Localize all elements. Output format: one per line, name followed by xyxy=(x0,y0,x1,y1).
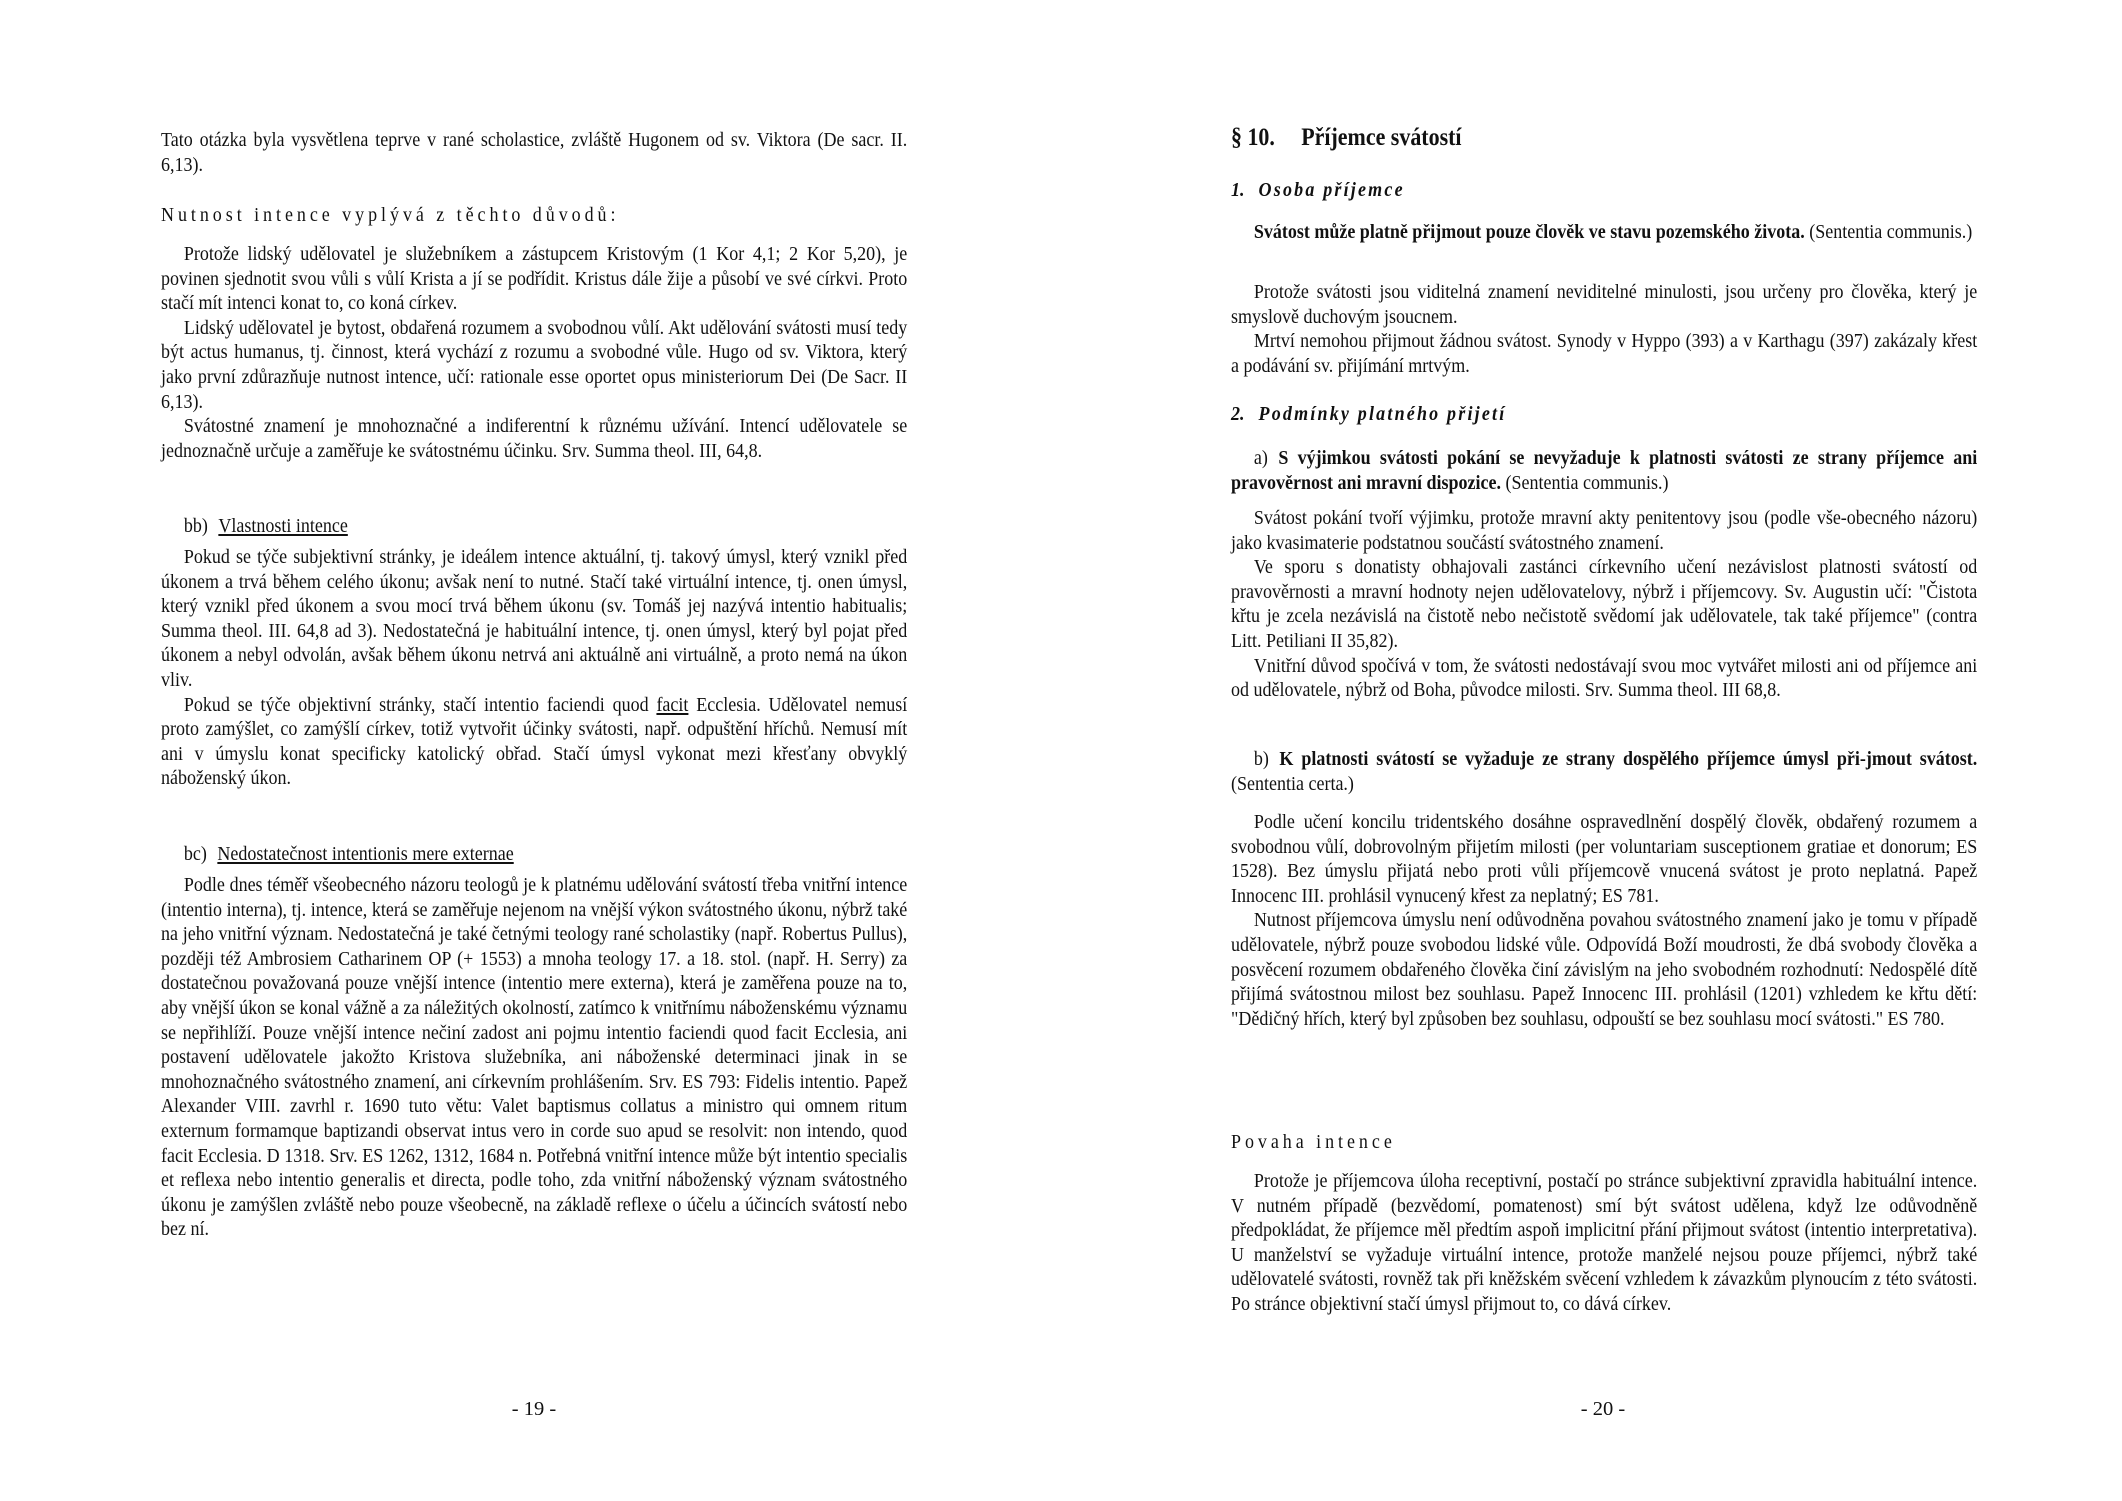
paragraph: Ve sporu s donatisty obhajovali zastánci církevního učení nezávislost platnosti svátostí od pravověrnosti a mravní hodnoty nejen udělovatelovy, nýbrž i příjemcovy. Sv. Augustin učí: "Čistota křtu je zcela nezávislá na čistotě nebo nečistotě svědomí jak udělovatele, tak také příjemce" (contra Litt. Petiliani II 35,82). xyxy=(1231,556,1978,652)
paragraph: Svátost pokání tvoří výjimku, protože mravní akty penitentovy jsou (podle vše-obecného názoru) jako kvasimaterie podstatnou součástí svátostného znamení. xyxy=(1231,507,1978,554)
subsection-title: Vlastnosti intence xyxy=(218,515,348,537)
subsection-title-text: Osoba příjemce xyxy=(1258,179,1405,201)
subsection-label: bb) xyxy=(183,515,208,537)
paragraph: Protože je příjemcova úloha receptivní, postačí po stránce subjektivní zpravidla habituální intence. V nutném případě (bezvědomí, pomatenost) smí být svátost udělena, když lze odůvodněně předpokládat, že příjemce měl předtím aspoň implicitní přání přijmout svátost (intentio interpretativa). U manželství se vyžaduje virtuální intence, protože manželé nejsou pouze příjemci, nýbrž také udělovatelé svátosti, rovněž tak při kněžském svěcení vzhledem k závazkům plynoucím z této svátosti. Po stránce objektivní stačí úmysl přijmout to, co dává církev. xyxy=(1231,1170,1978,1315)
section-heading: Nutnost intence vyplývá z těchto důvodů: xyxy=(161,204,620,226)
subsection-label: bc) xyxy=(183,843,207,865)
paragraph: Protože svátosti jsou viditelná znamení neviditelné minulosti, jsou určeny pro člověka, který je smyslově duchovým jsoucnem. xyxy=(1231,281,1978,328)
subsection-number: 1. xyxy=(1231,179,1245,201)
paragraph: Protože lidský udělovatel je služebníkem a zástupcem Kristovým (1 Kor 4,1; 2 Kor 5,20), je povinen sjednotit svou vůli s vůlí Krista a jí se podřídit. Kristus dále žije a působí ve své církvi. Proto stačí mít intenci konat to, co koná církev. xyxy=(161,243,908,315)
section-title-text: Příjemce svátostí xyxy=(1301,124,1462,151)
thesis-b xyxy=(1231,747,1977,796)
paragraph: Svátostné znamení je mnohoznačné a indiferentní k různému užívání. Intencí udělovatele se jednoznačně určuje a zaměřuje ke svátostnému účinku. Srv. Summa theol. III, 64,8. xyxy=(161,415,908,462)
subsection-title: Nedostatečnost intentionis mere externae xyxy=(217,843,514,865)
paragraph: Vnitřní důvod spočívá v tom, že svátosti nedostávají svou moc vytvářet milosti ani od příjemce ani od udělovatele, nýbrž od Boha, původce milosti. Srv. Summa theol. III 68,8. xyxy=(1231,654,1978,702)
thesis xyxy=(1231,220,1977,245)
paragraph: Podle dnes téměř všeobecného názoru teologů je k platnému udělování svátostí třeba vnitřní intence (intentio interna), tj. intence, která se zaměřuje nejenom na vnější výkon svátostného úkonu, nýbrž také na jeho vnitřní význam. Nedostatečná je také četnými teology rané scholastiky (např. Robertus Pullus), později též Ambrosiem Catharinem OP (+ 1553) a mnoha teology 17. a 18. stol. (např. H. Serry) za dostatečnou považovaná pouze vnější intence (intentio mere externa), která je zaměřena pouze na to, aby vnější úkon se konal vážně a za náležitých okolností, zatímco k vnitřnímu náboženskému významu se nepřihlíží. Pouze vnější intence nečiní zadost ani pojmu intentio faciendi quod facit Ecclesia, ani postavení udělovatele jakožto Kristova služebníka, ani náboženské determinaci jinak in se mnohoznačného svátostného znamení, ani církevním prohlášením. Srv. ES 793: Fidelis intentio. Papež Alexander VIII. zavrhl r. 1690 tuto větu: Valet baptismus collatus a ministro qui omnem ritum externum formamque baptizandi observat intus vero in corde suo apud se resolvit: non intendo, quod facit Ecclesia. D 1318. Srv. ES 1262, 1312, 1684 n. Potřebná vnitřní intence může být intentio specialis et reflexa nebo intentio generalis et directa, podle toho, zda vnitřní náboženský význam svátostného úkonu je zamýšlen zvláště nebo pouze všeobecně, na základě reflexe o účelu a účincích svátostí nebo bez ní. xyxy=(161,874,908,1241)
paragraph xyxy=(161,693,907,791)
page-number-right: - 20 - xyxy=(1580,1398,1626,1420)
thesis-bold: Svátost může platně přijmout pouze člověk ve stavu pozemského života. xyxy=(1253,221,1805,243)
subsection-number: 2. xyxy=(1231,403,1245,425)
thesis-qualification: (Sententia communis.) xyxy=(1500,471,1669,494)
thesis-a xyxy=(1231,446,1977,495)
text-span: Ecclesia. Udělovatel nemusí proto zamýšlet, co zamýšlí církev, totiž vytvořit účinky svátosti, např. odpuštění hříchů. Nemusí mít ani v úmyslu konat specificky katolický obřad. Stačí úmysl vykonat mezi křesťany obvyklý náboženský úkon. xyxy=(161,693,908,790)
thesis-bold: S výjimkou svátosti pokání se nevyžaduje k platnosti svátosti ze strany příjemce ani pravověrnost ani mravní dispozice. xyxy=(1231,447,1978,494)
section-number: § 10. xyxy=(1231,124,1275,151)
paragraph: Nutnost příjemcova úmyslu není odůvodněna povahou svátostného znamení jako je tomu v případě udělovatele, nýbrž pouze svobodou lidské vůle. Odpovídá Boží moudrosti, že dbá svobody člověka a posvěcení rozumem obdařeného člověka činí závislým na jeho svobodném rozhodnutí: Nedospělé dítě přijímá svátostnou milost bez souhlasu. Papež Innocenc III. prohlásil (1201) vzhledem ke křtu dětí: "Dědičný hřích, který byl způsoben bez souhlasu, odpouští se bez souhlasu mocí svátosti." ES 780. xyxy=(1231,909,1978,1030)
intro-paragraph: Tato otázka byla vysvětlena teprve v rané scholastice, zvláště Hugonem od sv. Viktora (De sacr. II. 6,13). xyxy=(161,129,908,176)
section-title xyxy=(1231,126,1977,151)
page-number-left: - 19 - xyxy=(511,1398,557,1420)
thesis-bold: K platnosti svátostí se vyžaduje ze strany dospělého příjemce úmysl při-jmout svátost. xyxy=(1279,748,1978,770)
thesis-qualification: (Sententia certa.) xyxy=(1231,772,1354,795)
thesis-label: b) xyxy=(1253,748,1269,770)
paragraph: Pokud se týče subjektivní stránky, je ideálem intence aktuální, tj. takový úmysl, který vznikl před úkonem a trvá během celého úkonu; avšak není to nutné. Stačí také virtuální intence, tj. onen úmysl, který vznikl před úkonem a svou mocí trvá během úkonu (sv. Tomáš jej nazývá intentio habitualis; Summa theol. III. 64,8 ad 3). Nedostatečná je habituální intence, tj. onen úmysl, který byl pojat před úkonem a nebyl odvolán, avšak během úkonu netrvá ani aktuálně ani virtuálně, a proto nemá na úkon vliv. xyxy=(161,546,908,691)
text-span: Pokud se týče objektivní stránky, stačí intentio faciendi quod xyxy=(183,693,657,716)
subsection-title-1 xyxy=(1231,178,1977,203)
subsection-heading-bb xyxy=(161,514,907,539)
thesis-qualification: (Sententia communis.) xyxy=(1804,221,1973,243)
subsection-title-text: Podmínky platného přijetí xyxy=(1258,403,1507,425)
underlined-word: facit xyxy=(656,693,689,716)
thesis-label: a) xyxy=(1253,447,1268,469)
paragraph: Podle učení koncilu tridentského dosáhne ospravedlnění dospělý člověk, obdařený rozumem a svobodnou vůlí, dobrovolným přijetím milosti (per voluntariam susceptionem gratiae et donorum; ES 1528). Bez úmyslu přijatá nebo proti vůli příjemcově vnucená svátost je proto neplatná. Papež Innocenc III. prohlásil vynucený křest za neplatný; ES 781. xyxy=(1231,811,1978,907)
section-heading: Povaha intence xyxy=(1231,1131,1396,1153)
paragraph: Lidský udělovatel je bytost, obdařená rozumem a svobodnou vůlí. Akt udělování svátosti musí tedy být actus humanus, tj. činnost, která vychází z rozumu a svobodné vůle. Hugo od sv. Viktora, který jako první zdůrazňuje nutnost intence, učí: rationale esse oportet opus ministeriorum Dei (De Sacr. II 6,13). xyxy=(161,316,908,413)
paragraph: Mrtví nemohou přijmout žádnou svátost. Synody v Hyppo (393) a v Karthagu (397) zakázaly křest a podávání sv. přijímání mrtvým. xyxy=(1231,330,1978,377)
subsection-heading-bc xyxy=(161,842,907,867)
subsection-title-2 xyxy=(1231,402,1977,427)
